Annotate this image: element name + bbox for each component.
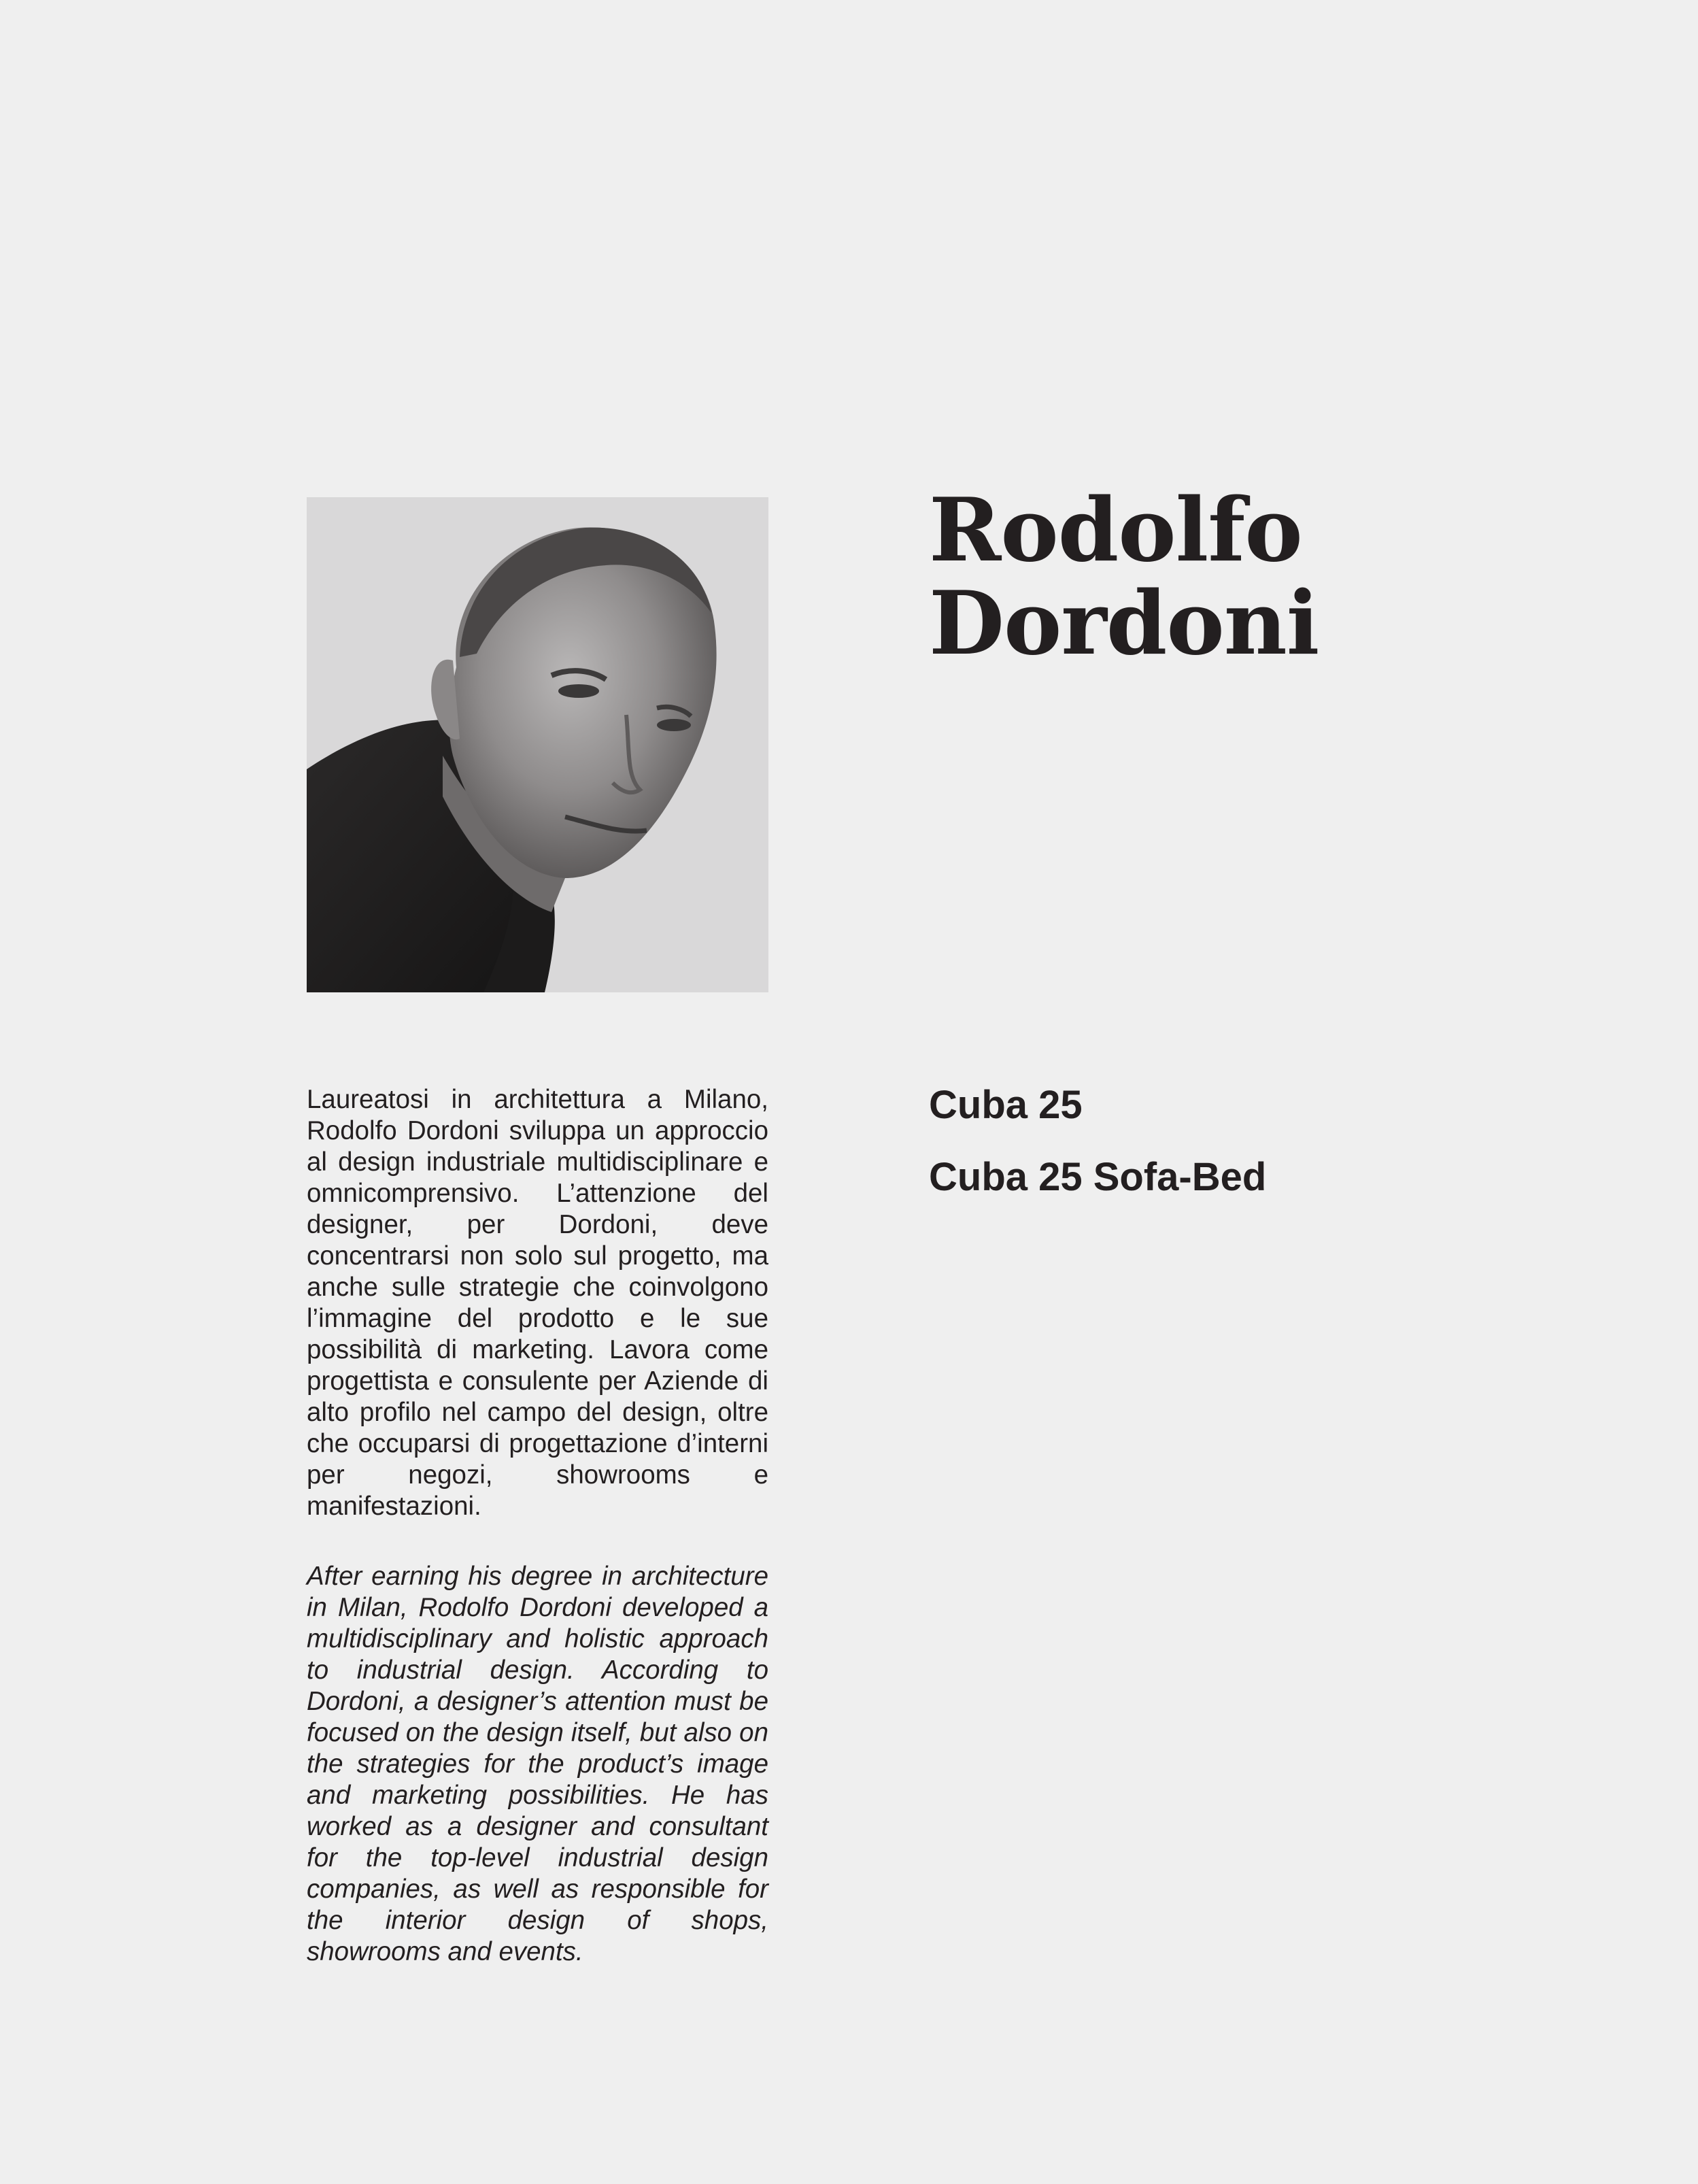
product-title: Cuba 25 <box>929 1083 1083 1127</box>
biography-english: After earning his degree in architecture in Milan, Rodolfo Dordoni developed a multidisciplinary and holistic approach to industrial design. According to Dordoni, a designer’s attention must be focused on the design itself, but also on the strategies for the product’s image and marketing possibilities. He has worked as a designer and consultant for the top-level industrial design companies, as well as responsible for the interior design of shops, showrooms and events. <box>307 1562 768 1966</box>
portrait-photo-icon <box>307 497 768 992</box>
designer-name-line1: Rodolfo <box>929 480 1302 582</box>
designer-name <box>929 480 1609 675</box>
biography-italian: Laureatosi in architettura a Milano, Rodolfo Dordoni sviluppa un approccio al design industriale multidisciplinare e omnicomprensivo. L’attenzione del designer, per Dordoni, deve concentrarsi non solo sul progetto, ma anche sulle strategie che coinvolgono l’immagine del prodotto e le sue possibilità di marketing. Lavora come progettista e consulente per Aziende di alto profilo nel campo del design, oltre che occuparsi di progettazione d’interni per negozi, showrooms e manifestazioni. <box>307 1085 768 1521</box>
product-list <box>929 1082 1541 1226</box>
designer-portrait <box>307 497 768 992</box>
product-title: Cuba 25 Sofa-Bed <box>929 1155 1267 1199</box>
designer-name-line2: Dordoni <box>929 573 1319 675</box>
